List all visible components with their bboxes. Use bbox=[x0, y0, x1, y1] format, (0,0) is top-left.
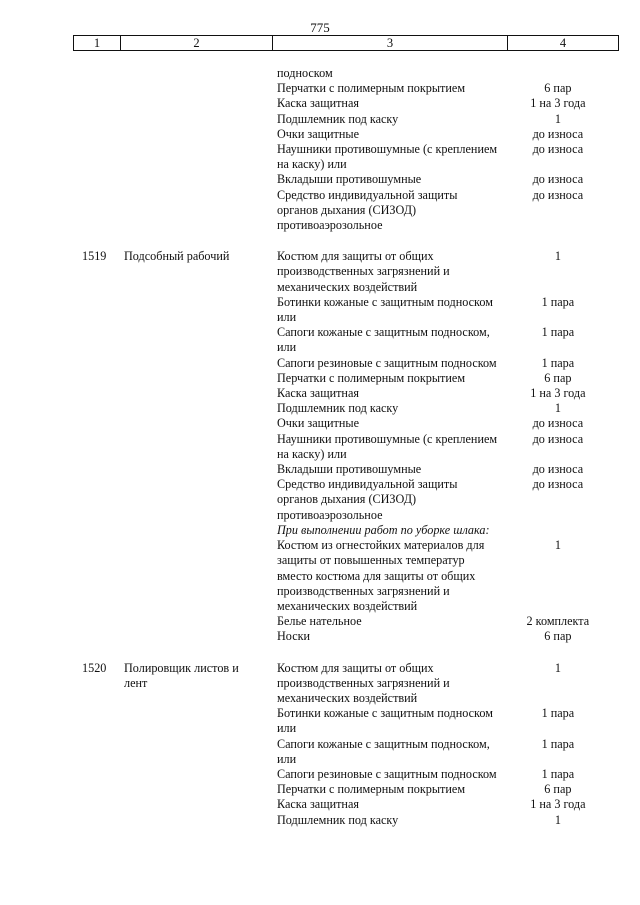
ppe-item-name: Подшлемник под каску bbox=[277, 812, 399, 827]
ppe-item-name: Костюм для защиты от общих производственных загрязнений и механических воздействий bbox=[277, 660, 450, 705]
ppe-item bbox=[277, 295, 617, 325]
ppe-item-quantity: 1 пара bbox=[541, 294, 575, 309]
ppe-item bbox=[277, 614, 617, 629]
ppe-item-quantity: 6 пар bbox=[544, 81, 572, 96]
ppe-item-name: Белье нательное bbox=[277, 614, 362, 629]
ppe-item bbox=[277, 112, 617, 127]
ppe-item-quantity: 1 пара bbox=[541, 766, 575, 781]
ppe-item-quantity: до износа bbox=[532, 431, 584, 446]
ppe-item-name: Вкладыши противошумные bbox=[277, 172, 422, 187]
ppe-item-name: подноском bbox=[277, 66, 333, 80]
header-col-3: 3 bbox=[273, 36, 508, 51]
ppe-item bbox=[277, 538, 617, 614]
ppe-item bbox=[277, 737, 617, 767]
ppe-item-name: Подшлемник под каску bbox=[277, 401, 399, 416]
ppe-item-name: Сапоги резиновые с защитным подноском bbox=[277, 766, 497, 781]
ppe-item bbox=[277, 401, 617, 416]
profession-number: 1519 bbox=[82, 249, 107, 264]
ppe-item-name: Сапоги резиновые с защитным подноском bbox=[277, 355, 497, 370]
ppe-item-name: Перчатки с полимерным покрытием bbox=[277, 782, 466, 797]
ppe-item-quantity: 1 bbox=[554, 812, 561, 827]
ppe-item-name: Подшлемник под каску bbox=[277, 111, 399, 126]
ppe-item bbox=[277, 142, 617, 172]
ppe-item-name: При выполнении работ по уборке шлака: bbox=[277, 522, 490, 537]
profession-section bbox=[0, 661, 640, 828]
ppe-item bbox=[277, 706, 617, 736]
ppe-item bbox=[277, 96, 617, 111]
ppe-item bbox=[277, 813, 617, 828]
ppe-item-quantity: до износа bbox=[532, 462, 584, 477]
ppe-item-quantity: до износа bbox=[532, 187, 584, 202]
header-col-1: 1 bbox=[74, 36, 121, 51]
ppe-item-name: Наушники противошумные (с креплением на каску) или bbox=[277, 431, 498, 461]
profession-name: Подсобный рабочий bbox=[124, 249, 230, 264]
ppe-item bbox=[277, 356, 617, 371]
ppe-item bbox=[277, 172, 617, 187]
ppe-item-name: Костюм для защиты от общих производственных загрязнений и механических воздействий bbox=[277, 249, 450, 294]
ppe-item bbox=[277, 66, 617, 81]
ppe-item-list bbox=[277, 66, 617, 233]
ppe-item-name: Каска защитная bbox=[277, 797, 359, 812]
ppe-item-name: Носки bbox=[277, 629, 311, 644]
ppe-item-quantity: 6 пар bbox=[544, 629, 572, 644]
ppe-item-name: Сапоги кожаные с защитным подноском, или bbox=[277, 736, 490, 766]
ppe-item bbox=[277, 661, 617, 707]
ppe-item-quantity: 1 на 3 года bbox=[530, 797, 586, 812]
ppe-item-quantity: 1 пара bbox=[541, 355, 575, 370]
ppe-item-list bbox=[277, 249, 617, 644]
ppe-item-name: Средство индивидуальной защиты органов дыхания (СИЗОД) противоаэрозольное bbox=[277, 187, 458, 233]
ppe-item-quantity: 1 bbox=[554, 538, 561, 553]
ppe-item-name: Перчатки с полимерным покрытием bbox=[277, 81, 466, 96]
ppe-item-list bbox=[277, 661, 617, 828]
ppe-item-name: Очки защитные bbox=[277, 126, 359, 141]
ppe-item-name: Ботинки кожаные с защитным подноском или bbox=[277, 706, 493, 736]
ppe-item-quantity: до износа bbox=[532, 477, 584, 492]
ppe-item-quantity: 6 пар bbox=[544, 782, 572, 797]
ppe-item-quantity: 1 на 3 года bbox=[530, 386, 586, 401]
ppe-item bbox=[277, 477, 617, 523]
header-col-2: 2 bbox=[121, 36, 273, 51]
ppe-item-quantity: до износа bbox=[532, 172, 584, 187]
ppe-item-quantity: 1 bbox=[554, 249, 561, 264]
ppe-item-quantity: 1 bbox=[554, 401, 561, 416]
ppe-item-quantity: до износа bbox=[532, 126, 584, 141]
ppe-item-name: Каска защитная bbox=[277, 96, 359, 111]
ppe-item bbox=[277, 782, 617, 797]
ppe-item-name: Каска защитная bbox=[277, 386, 359, 401]
column-header-table bbox=[73, 35, 619, 51]
ppe-item bbox=[277, 432, 617, 462]
ppe-item-quantity bbox=[499, 523, 617, 538]
section-gap bbox=[0, 645, 640, 661]
ppe-item bbox=[277, 127, 617, 142]
ppe-item bbox=[277, 767, 617, 782]
ppe-item-name: Сапоги кожаные с защитным подноском, или bbox=[277, 325, 490, 355]
ppe-item-quantity: 1 на 3 года bbox=[530, 96, 586, 111]
ppe-item-name: Перчатки с полимерным покрытием bbox=[277, 370, 466, 385]
ppe-item-quantity: 1 bbox=[554, 111, 561, 126]
ppe-item-quantity: 1 пара bbox=[541, 706, 575, 721]
ppe-item bbox=[277, 81, 617, 96]
ppe-item-quantity: до износа bbox=[532, 416, 584, 431]
ppe-item bbox=[277, 629, 617, 644]
ppe-item bbox=[277, 523, 617, 538]
ppe-item bbox=[277, 462, 617, 477]
profession-section bbox=[0, 249, 640, 644]
header-col-4: 4 bbox=[508, 36, 619, 51]
ppe-item-name: Средство индивидуальной защиты органов дыхания (СИЗОД) противоаэрозольное bbox=[277, 477, 458, 522]
ppe-item-quantity: 1 пара bbox=[541, 736, 575, 751]
ppe-item-name: Ботинки кожаные с защитным подноском или bbox=[277, 294, 493, 325]
document-body bbox=[0, 66, 640, 828]
ppe-item-quantity: 6 пар bbox=[544, 370, 572, 385]
profession-number: 1520 bbox=[82, 660, 107, 675]
ppe-item bbox=[277, 416, 617, 431]
ppe-item bbox=[277, 188, 617, 234]
ppe-item bbox=[277, 249, 617, 295]
page-number: 775 bbox=[310, 20, 330, 35]
ppe-item-quantity bbox=[499, 66, 617, 81]
ppe-item-quantity: 1 пара bbox=[541, 325, 575, 340]
ppe-item bbox=[277, 371, 617, 386]
ppe-item-quantity: 1 bbox=[554, 660, 561, 675]
section-gap bbox=[0, 233, 640, 249]
ppe-item-name: Очки защитные bbox=[277, 416, 359, 431]
ppe-item bbox=[277, 797, 617, 812]
ppe-item bbox=[277, 386, 617, 401]
ppe-item-quantity: 2 комплекта bbox=[526, 614, 590, 629]
profession-section bbox=[0, 66, 640, 233]
ppe-item bbox=[277, 325, 617, 355]
ppe-item-name: Костюм из огнестойких материалов для защиты от повышенных температур вместо костюма для защиты от общих производственных загрязнений и механических воздействий bbox=[277, 538, 485, 613]
profession-name: Полировщик листов и лент bbox=[124, 660, 239, 690]
ppe-item-quantity: до износа bbox=[532, 142, 584, 157]
ppe-item-name: Наушники противошумные (с креплением на каску) или bbox=[277, 142, 498, 172]
ppe-item-name: Вкладыши противошумные bbox=[277, 462, 422, 477]
